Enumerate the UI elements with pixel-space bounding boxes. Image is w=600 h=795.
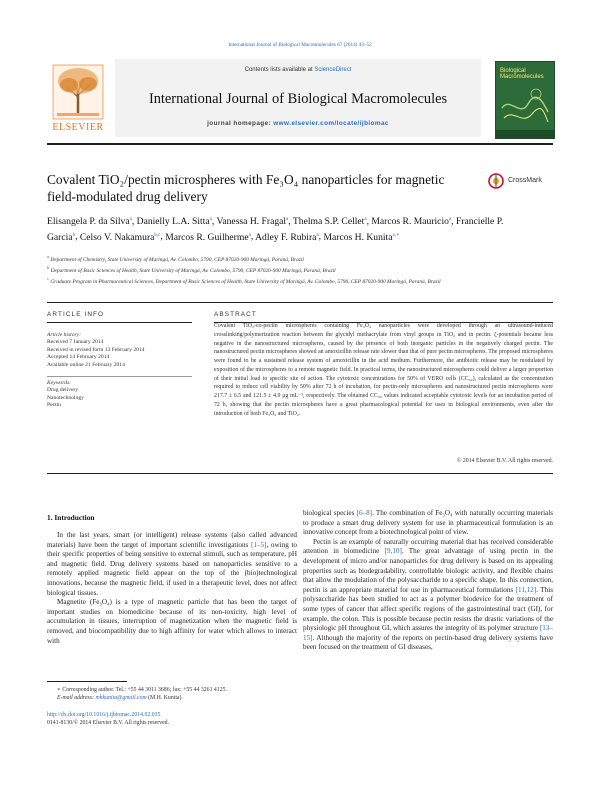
- header-band: [115, 59, 481, 137]
- abstract-heading: ABSTRACT: [214, 311, 257, 318]
- section-heading-introduction: 1. Introduction: [47, 513, 95, 522]
- paragraph-text: In the last years, smart (or intelligent) release systems (also called advanced materials) have been the target of important scientific investigations: [47, 531, 297, 549]
- author[interactable]: Marcos R. Mauricio$^a$: [371, 216, 452, 228]
- abstract-rule: [47, 473, 553, 474]
- crossmark-label: CrossMark: [508, 177, 542, 184]
- footnote: [57, 686, 297, 702]
- affiliation: $^a$ Department of Chemistry, State University of Maringá, Av. Colombo, 5790, CEP 87020-900 Maringá, Paraná, Brazil: [47, 254, 304, 263]
- author[interactable]: Vanessa H. Fragal$^a$: [216, 216, 289, 228]
- article-info-heading: ARTICLE INFO: [47, 311, 105, 318]
- keyword: Pectin: [47, 402, 61, 409]
- email-line: E-mail address: mhkunita@gmail.com (M.H. Kunita).: [57, 695, 183, 702]
- author[interactable]: Francielle P. Garcia$^b$: [47, 216, 504, 243]
- paragraph-text: , owing to their specific properties of being sensitive to external stimuli, such as temperature, pH and magnetic field. Drug delivery systems based on nanoparticles sensitive to a remotely applied magnetic field appear on the top of the (bio)technological innovations, because the magnetic field, if used in a therapeutic level, does not affect biological tissues.: [47, 540, 297, 597]
- citation-link[interactable]: [9,10]: [384, 547, 402, 556]
- cover-art-icon: [496, 62, 554, 138]
- article-info: [47, 332, 192, 409]
- keywords-rule: [47, 376, 192, 377]
- paragraph-text: Pectin is an example of naturally occurring material that has received considerable attention in biomedicine: [303, 537, 553, 556]
- author[interactable]: Marcos R. Guilherme$^a$: [165, 231, 251, 243]
- author[interactable]: Thelma S.P. Cellet$^a$: [292, 216, 367, 228]
- journal-citation[interactable]: International Journal of Biological Macromolecules 67 (2014) 43–52: [228, 42, 372, 48]
- author[interactable]: Celso V. Nakamura$^{b,c}$: [79, 231, 161, 243]
- elsevier-tree-icon: [47, 61, 109, 121]
- paragraph-text: biological species: [303, 509, 357, 517]
- footnote-rule: [47, 681, 127, 682]
- homepage-label: journal homepage:: [207, 120, 272, 127]
- paragraph-text: . This polysaccharide has been studied to act as a polymer biodevice for the treatment of some types of cancer that affect specific regions of the gastrointestinal tract (GI), for example, the colon. This is possible because pectin resists the drastic variations of the physiologic pH throughout GI, which assures the integrity of its polymer structure: [303, 585, 553, 633]
- history-label: Article history:: [47, 332, 82, 338]
- abstract-copyright: © 2014 Elsevier B.V. All rights reserved.: [456, 458, 553, 464]
- cover-title: Biological Macromolecules: [500, 68, 544, 80]
- affiliation: $^c$ Graduate Program in Pharmaceutical Sciences, Department of Basic Sciences of Health, State University of Maringá, Av. Colombo, 5790, CEP 87020-900 Maringá, Paraná, Brazil: [47, 275, 441, 285]
- left-column: [47, 531, 297, 646]
- right-column: [303, 509, 553, 653]
- journal-header: [47, 59, 553, 138]
- date-received: Received 7 January 2014: [47, 339, 104, 346]
- paragraph-text: Magnetite (Fe₃O₄) is a type of magnetic particle that has been the target of important studies on biomedicine because of its non-toxicity, high level of accumulation in tissues, interruption of magnetization when the magnetic field is removed, and biocompatibility due to high affinity for water which allows to interact with: [47, 598, 297, 645]
- affiliation: $^b$ Department of Basic Sciences of Health, State University of Maringá, Av. Colombo, 5790, CEP 87020-900 Maringá, Paraná, Brazil: [47, 264, 336, 274]
- citation-link[interactable]: [13–15]: [303, 624, 553, 642]
- doi-link[interactable]: http://dx.doi.org/10.1016/j.ijbiomac.2014.02.035: [47, 712, 161, 718]
- article-title: Covalent TiO₂/pectin microspheres with Fe₃O₄ nanoparticles for magnetic field-modulated drug delivery: [47, 172, 445, 204]
- intro-paragraph: [47, 598, 297, 646]
- journal-cover[interactable]: [495, 61, 555, 139]
- citation-link[interactable]: [6–8]: [356, 509, 373, 517]
- sciencedirect-link[interactable]: ScienceDirect: [314, 67, 352, 73]
- date-accepted: Accepted 14 February 2014: [47, 354, 110, 361]
- crossmark-icon: [488, 173, 504, 189]
- author[interactable]: Marcos H. Kunita$^{a,∗}$: [323, 231, 400, 243]
- paragraph-text: . The great advantage of using pectin in the development of micro and/or nanoparticles for drug delivery is based on its appealing properties such as biodegradability, controllable biologic activity, and flexible chains that allow the modulation of the polysaccharide to a specific shape. In this connection, pectin is an appropriate material for use in pharmaceutical formulations: [303, 547, 553, 594]
- date-online: Available online 21 February 2014: [47, 361, 125, 368]
- affiliation-rule: [47, 302, 553, 303]
- affiliations: [47, 253, 527, 285]
- doi-block: [47, 711, 297, 727]
- corresponding-author: ∗ Corresponding author. Tel.: +55 44 3011 3686; fax: +55 44 3261 4125.: [57, 687, 227, 693]
- info-heading-rule: [47, 322, 192, 323]
- issn-line: 0141-8130/© 2014 Elsevier B.V. All rights reserved.: [47, 720, 169, 726]
- abstract-text: Covalent TiO₂-co-pectin microspheres containing Fe₃O₄ nanoparticles were developed through an ultrasound-induced crosslinking/polymerization reaction between the glycidyl methacrylate from vinyl groups in TiO₂ and in pectin. ζ-potentials became less negative in the nanostructured microspheres, caused by the presence of both inorganic particles in the negatively charged pectin. The nanostructured pectin microspheres showed an amoxicillin release rate slower than that of pure pectin microspheres. The proposed microspheres were found to be a sustained release system of amoxicillin in the acid medium. Furthermore, the antibiotic release may be modulated by exposition of the microspheres to a remote magnetic field. In practical terms, the nanostructured microspheres could deliver a larger proportion of their initial load to specific site of action. The cytotoxic concentrations for 50% of VERO cells (CC₅₀), calculated as the concentration required to reduce cell viability by 50% after 72 h of incubation, for pectin-only microspheres and nanostructured pectin microspheres were 217.7 ± 6.5 and 121.5 ± 4.9 μg mL⁻¹, respectively. The obtained CC₅₀ values indicated acceptable cytotoxic levels for an incubation period of 72 h, showing that the pectin microspheres have a great pharmacological potential for uses in biological environments, even after the introduction of both Fe₃O₄ and TiO₂.: [214, 323, 553, 417]
- homepage-url[interactable]: www.elsevier.com/locate/ijbiomac: [273, 120, 389, 127]
- contents-prefix: Contents lists available at: [244, 67, 313, 73]
- contents-line: [115, 67, 481, 73]
- journal-homepage: [115, 120, 481, 127]
- publisher-name: ELSEVIER: [52, 122, 104, 133]
- date-revised: Received in revised form 13 February 2014: [47, 346, 145, 353]
- email-link[interactable]: mhkunita@gmail.com: [95, 695, 147, 702]
- journal-title: International Journal of Biological Macromolecules: [148, 91, 448, 107]
- author[interactable]: Adley F. Rubira$^a$: [255, 231, 319, 243]
- author[interactable]: Danielly L.A. Sitta$^a$: [136, 216, 212, 228]
- elsevier-logo[interactable]: [47, 61, 109, 135]
- intro-paragraph: [303, 538, 553, 653]
- author[interactable]: Elisangela P. da Silva$^a$: [47, 216, 132, 228]
- paragraph-text: . Although the majority of the reports on pectin-based drug delivery systems have been focused on the treatment of GI diseases,: [303, 633, 553, 652]
- intro-paragraph: [47, 531, 297, 598]
- keywords-label: Keywords:: [47, 379, 72, 386]
- crossmark-badge[interactable]: [488, 173, 554, 191]
- citation-link[interactable]: [1–5]: [250, 540, 267, 549]
- keyword: Nanotechnology: [47, 394, 84, 401]
- header-rule: [47, 143, 553, 145]
- citation-link[interactable]: [11,12]: [515, 585, 537, 594]
- author-list: Elisangela P. da Silva$^a$, Danielly L.A. Sitta$^a$, Vanessa H. Fragal$^a$, Thelma S.P. Cellet$^a$, Marcos R. Mauricio$^a$, Francielle P. Garcia$^b$, Celso V. Nakamura$^{b,c}$, Marcos R. Guilherme$^a$, Adley F. Rubira$^a$, Marcos H. Kunita$^{a,∗}$: [47, 216, 504, 243]
- paragraph-text: . The combination of Fe₃O₄ with naturally occurring materials to produce a smart drug delivery system for use in pharmaceutical formulation is an innovative concept from a biotechnological point of view.: [303, 509, 553, 537]
- keyword: Drug delivery: [47, 387, 79, 394]
- intro-paragraph: [303, 509, 553, 538]
